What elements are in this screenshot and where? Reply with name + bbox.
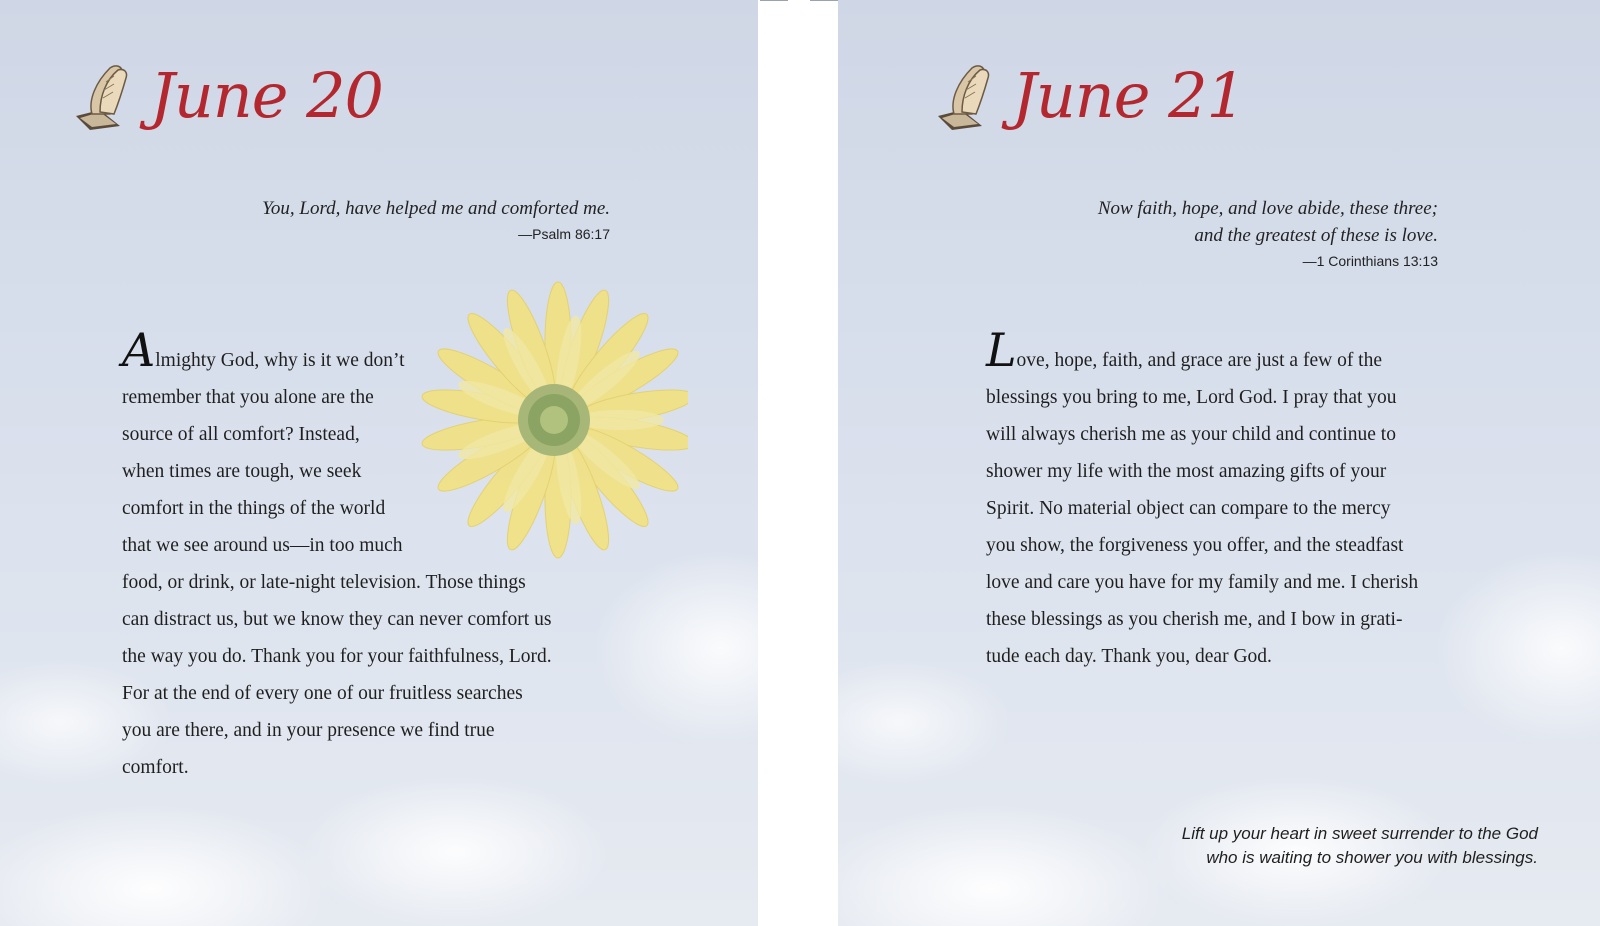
text-line: that we see around us—in too much — [122, 535, 403, 556]
dropcap: L — [986, 323, 1017, 377]
text-line: comfort in the things of the world — [122, 498, 386, 519]
text-line: For at the end of every one of our fruitless searches — [122, 683, 523, 704]
text-line: source of all comfort? Instead, — [122, 424, 360, 445]
page-june-20 — [0, 0, 758, 926]
scripture-verse — [1098, 195, 1438, 271]
closing-thought — [1182, 822, 1538, 870]
verse-line: Now faith, hope, and love abide, these three; — [1097, 198, 1438, 219]
devotional-text — [122, 323, 552, 786]
text-line: love and care you have for my family and me. I cherish — [986, 572, 1419, 593]
verse-reference: —1 Corinthians 13:13 — [1302, 253, 1438, 269]
text-line: Almighty God, why is it we don’t — [122, 323, 405, 377]
praying-hands-icon — [932, 60, 998, 132]
text-line: will always cherish me as your child and continue to — [986, 424, 1396, 445]
scripture-verse — [262, 195, 610, 244]
text-line: you show, the forgiveness you offer, and the steadfast — [986, 535, 1404, 556]
text-line: comfort. — [122, 757, 189, 778]
text-line: can distract us, but we know they can never comfort us — [122, 609, 552, 630]
page-june-21 — [838, 0, 1600, 926]
text-line: food, or drink, or late-night television. Those things — [122, 572, 526, 593]
devotional-text — [986, 323, 1419, 675]
text-line: these blessings as you cherish me, and I bow in grati- — [986, 609, 1403, 630]
crop-mark-left — [760, 0, 788, 1]
crop-mark-right — [810, 0, 838, 1]
verse-line: and the greatest of these is love. — [1194, 225, 1438, 246]
closing-line: Lift up your heart in sweet surrender to the God — [1181, 824, 1538, 843]
date-header — [932, 60, 1245, 132]
closing-line: who is waiting to shower you with blessings. — [1206, 848, 1538, 867]
text-line: remember that you alone are the — [122, 387, 374, 408]
verse-reference: —Psalm 86:17 — [518, 226, 610, 242]
text-line: when times are tough, we seek — [122, 461, 362, 482]
text-line: shower my life with the most amazing gifts of your — [986, 461, 1387, 482]
text-line: blessings you bring to me, Lord God. I pray that you — [986, 387, 1397, 408]
text-line: the way you do. Thank you for your faithfulness, Lord. — [122, 646, 552, 667]
dropcap: A — [122, 323, 156, 377]
text-line: Love, hope, faith, and grace are just a few of the — [986, 323, 1383, 377]
date-title: June 21 — [1012, 59, 1246, 132]
text-line: Spirit. No material object can compare to the mercy — [986, 498, 1391, 519]
praying-hands-icon — [70, 60, 136, 132]
text-line: you are there, and in your presence we find true — [122, 720, 495, 741]
date-header — [70, 60, 383, 132]
date-title: June 20 — [150, 59, 384, 132]
text-line: tude each day. Thank you, dear God. — [986, 646, 1272, 667]
verse-line: You, Lord, have helped me and comforted me. — [262, 198, 610, 219]
